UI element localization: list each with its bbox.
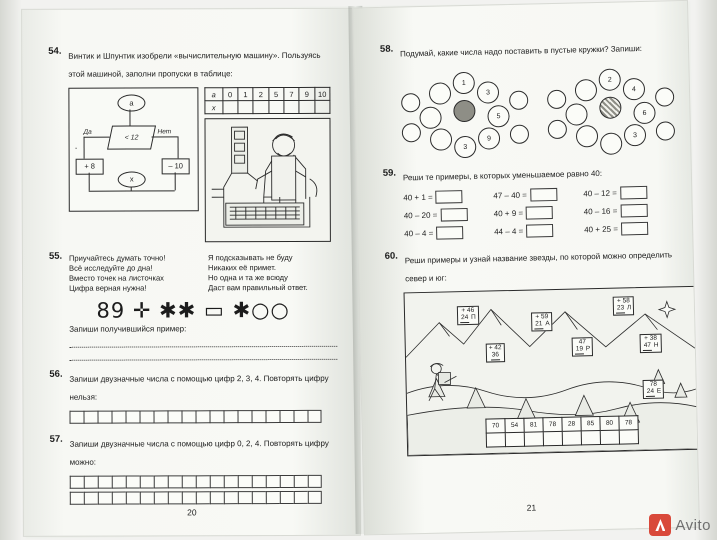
book-spread	[18, 1, 697, 538]
answer-bottom-2[interactable]	[524, 432, 543, 446]
flower-right-outer-1[interactable]	[547, 90, 566, 109]
left-page-number: 20	[187, 507, 197, 518]
starbox-5-sub: 47	[643, 341, 652, 349]
cell-a6: 10	[314, 87, 329, 100]
cell-x4[interactable]	[284, 100, 299, 113]
example-8	[584, 221, 674, 236]
cell[interactable]	[112, 476, 126, 489]
answer-cells-57-row2[interactable]	[70, 491, 338, 505]
starbox-2-letter: Л	[626, 304, 632, 312]
starbox-6-letter: Е	[656, 387, 662, 395]
starbox-0-letter: П	[471, 313, 476, 321]
right-page	[352, 0, 700, 535]
cell[interactable]	[98, 476, 112, 489]
starbox-6[interactable]	[643, 380, 665, 399]
task-55-left-column	[69, 253, 198, 293]
flowchart-output-oval: x	[118, 171, 146, 187]
cell[interactable]	[266, 475, 280, 488]
cell[interactable]	[293, 410, 307, 423]
task-60-answer-table	[485, 415, 639, 447]
cell-x3[interactable]	[268, 101, 283, 114]
example-2-text: 40 – 12 =	[583, 188, 618, 199]
flower-right-petal-5[interactable]	[576, 125, 598, 147]
cell[interactable]	[70, 476, 84, 489]
flower-right-petal-4[interactable]	[600, 132, 622, 154]
cell[interactable]	[153, 411, 167, 424]
example-1	[493, 187, 583, 202]
cell[interactable]	[112, 411, 126, 424]
cell[interactable]	[98, 411, 112, 424]
starbox-0-sub: 24	[461, 313, 469, 321]
cell[interactable]	[139, 411, 153, 424]
flower-right-center	[599, 96, 621, 118]
cell[interactable]	[279, 410, 293, 423]
flower-right-petal-2[interactable]: 6	[633, 102, 655, 124]
table-row	[205, 87, 330, 100]
answer-top-3: 78	[543, 417, 562, 431]
task-56-text: Запиши двузначные числа с помощью цифр 2, 3, 4. Повторять цифру нельзя:	[69, 374, 329, 403]
cell[interactable]	[308, 491, 322, 504]
cell[interactable]	[84, 492, 98, 505]
task-55	[49, 250, 337, 293]
flower-left-petal-5[interactable]	[430, 128, 452, 150]
starbox-5[interactable]	[640, 334, 662, 353]
task-58-text: Подумай, какие числа надо поставить в пустые кружки? Запиши:	[400, 43, 643, 59]
cell[interactable]	[181, 411, 195, 424]
starbox-1[interactable]	[531, 312, 553, 331]
task-55-right-column	[208, 253, 337, 293]
cell[interactable]	[280, 475, 294, 488]
cell[interactable]	[167, 411, 181, 424]
watermark-text: Avito	[675, 516, 711, 534]
flower-left-petal-1[interactable]: 3	[477, 81, 499, 103]
cell[interactable]	[294, 475, 308, 488]
example-0	[403, 189, 493, 204]
answer-bottom-4[interactable]	[562, 431, 581, 445]
flower-left-outer-4[interactable]	[510, 125, 529, 144]
example-7-text: 44 – 4 =	[494, 226, 524, 237]
flowchart-yes-label: Да	[83, 128, 92, 136]
example-3-answer[interactable]	[440, 208, 467, 222]
starbox-1-letter: А	[545, 319, 550, 328]
flower-right-petal-3[interactable]: 3	[624, 124, 646, 146]
flower-left-petal-4[interactable]: 3	[454, 136, 476, 158]
cell[interactable]	[182, 476, 196, 489]
example-2-answer[interactable]	[620, 186, 647, 200]
illustration-mountains-star	[404, 286, 700, 457]
cell[interactable]	[280, 491, 294, 504]
flower-left-center	[453, 100, 475, 122]
avito-logo-icon	[649, 514, 671, 536]
cell[interactable]	[112, 492, 126, 505]
starbox-6-sub: 24	[646, 387, 655, 395]
cell[interactable]	[294, 491, 308, 504]
flowchart-condition: < 12	[107, 125, 156, 149]
task-58	[380, 37, 670, 62]
task-57-text: Запиши двузначные числа с помощью цифр 0, 2, 4. Повторять цифру можно:	[69, 439, 329, 468]
example-5-answer[interactable]	[620, 204, 647, 218]
table-row	[486, 430, 638, 447]
cell[interactable]	[168, 476, 182, 489]
answer-cells-56[interactable]	[70, 410, 338, 424]
poem-left-2: Вместо точек на листочках	[69, 273, 164, 283]
example-0-text: 40 + 1 =	[403, 192, 433, 203]
starbox-6-expr: 78	[649, 380, 658, 388]
cell[interactable]	[196, 492, 210, 505]
task-56-number: 56.	[49, 369, 63, 381]
cell-a4: 7	[284, 87, 299, 100]
task-59-examples	[403, 185, 674, 240]
answer-top-4: 28	[562, 417, 581, 431]
task-55-number: 55.	[48, 250, 63, 262]
computing-machine-flowchart	[68, 87, 198, 211]
starbox-1-sub: 21	[535, 320, 543, 328]
flower-right-petal-7[interactable]	[575, 79, 597, 101]
answer-bottom-3[interactable]	[543, 431, 562, 445]
task-59-number: 59.	[382, 167, 397, 179]
starbox-2-sub: 23	[616, 304, 625, 312]
flower-left-petal-3[interactable]: 9	[478, 127, 500, 149]
cell-a3: 5	[268, 88, 283, 101]
flowchart-no-op: – 10	[162, 158, 190, 174]
example-4	[494, 205, 584, 220]
cell[interactable]	[168, 492, 182, 505]
flower-right-petal-0[interactable]: 2	[598, 68, 620, 90]
example-6-answer[interactable]	[436, 226, 463, 240]
task-59-text: Реши те примеры, в которых уменьшаемое равно 40:	[402, 168, 603, 183]
poem-right-4: Даст вам правильный ответ.	[208, 282, 308, 292]
cell[interactable]	[195, 411, 209, 424]
cell[interactable]	[307, 410, 321, 423]
example-6-text: 40 – 4 =	[404, 228, 434, 239]
cell[interactable]	[84, 411, 98, 424]
cell[interactable]	[237, 411, 251, 424]
example-3-text: 40 – 20 =	[403, 210, 438, 221]
cell-x0[interactable]	[222, 101, 237, 114]
starbox-3[interactable]	[486, 343, 505, 362]
starbox-5-expr: + 38	[643, 334, 657, 342]
inventors-drawing-icon	[205, 119, 329, 241]
task-58-number: 58.	[379, 43, 394, 55]
starbox-4[interactable]	[572, 337, 594, 356]
starbox-5-letter: Н	[653, 341, 659, 349]
cell[interactable]	[182, 492, 196, 505]
answer-top-0: 70	[486, 419, 505, 433]
cell[interactable]	[209, 411, 223, 424]
flower-left-outer-1[interactable]	[401, 93, 420, 112]
cell[interactable]	[84, 476, 98, 489]
cell[interactable]	[126, 476, 140, 489]
flower-left-petal-0[interactable]: 1	[453, 72, 475, 94]
cell[interactable]	[238, 476, 252, 489]
example-2	[583, 185, 673, 200]
task-56	[49, 368, 337, 405]
example-0-answer[interactable]	[436, 190, 463, 204]
cell-a1: 1	[238, 88, 253, 101]
cell[interactable]	[154, 476, 168, 489]
flower-right-petal-6[interactable]	[565, 103, 587, 125]
cell[interactable]	[265, 410, 279, 423]
answer-top-5: 85	[581, 417, 600, 431]
task-54-figures	[68, 87, 337, 243]
example-5-text: 40 – 16 =	[583, 206, 618, 217]
example-8-text: 40 + 25 =	[584, 224, 619, 235]
flower-left-petal-6[interactable]	[419, 107, 441, 129]
flower-right-petal-1[interactable]: 4	[623, 78, 645, 100]
answer-top-6: 80	[600, 416, 619, 430]
task-55-rebus: 89 ✛ ✱✱ ▭ ✱○○	[96, 298, 290, 324]
table-row	[205, 100, 330, 113]
starbox-4-sub: 19	[575, 345, 584, 353]
task-54-table	[204, 87, 330, 114]
cell[interactable]	[126, 492, 140, 505]
table-row-header-a: a	[205, 88, 223, 101]
starbox-0[interactable]	[457, 306, 479, 325]
answer-top-2: 81	[524, 418, 543, 432]
task-60-text: Реши примеры и узнай название звезды, по которой можно определить север и юг:	[404, 250, 673, 284]
cell[interactable]	[224, 476, 238, 489]
poem-left-1: Всё исследуйте до дна!	[68, 263, 153, 273]
example-4-answer[interactable]	[526, 206, 553, 220]
cell[interactable]	[223, 411, 237, 424]
starbox-1-expr: + 59	[535, 313, 549, 321]
right-page-number: 21	[526, 502, 537, 513]
starbox-2[interactable]	[613, 296, 635, 315]
starbox-0-expr: + 46	[461, 306, 475, 315]
flower-left-outer-2[interactable]	[402, 123, 421, 142]
flower-right	[546, 61, 672, 156]
cell[interactable]	[140, 476, 154, 489]
example-1-text: 47 – 40 =	[493, 190, 528, 201]
flower-right-outer-3[interactable]	[655, 87, 674, 106]
flower-right-outer-2[interactable]	[548, 120, 567, 139]
flower-left	[400, 65, 526, 160]
cell-a2: 2	[253, 88, 268, 101]
flower-left-petal-2[interactable]: 5	[487, 105, 509, 127]
cell[interactable]	[224, 492, 238, 505]
cell-x1[interactable]	[238, 101, 253, 114]
starbox-3-sub: 36	[491, 351, 500, 359]
flower-right-outer-4[interactable]	[656, 121, 675, 140]
answer-top-1: 54	[505, 418, 524, 432]
task-54-number: 54.	[48, 45, 62, 57]
cell[interactable]	[251, 411, 265, 424]
cell-x6[interactable]	[315, 100, 330, 113]
illustration-inventors	[204, 118, 330, 242]
flower-left-petal-7[interactable]	[429, 82, 451, 104]
task-55-prompt: Запиши получившийся пример:	[69, 324, 187, 335]
flowchart-input-oval: a	[117, 94, 145, 111]
cell[interactable]	[98, 492, 112, 505]
cell-x2[interactable]	[253, 101, 268, 114]
example-6	[404, 225, 494, 240]
flowchart-yes-op: + 8	[76, 159, 104, 175]
answer-line-55-1[interactable]	[69, 337, 337, 348]
starbox-3-expr: + 42	[488, 344, 502, 352]
poem-left-3: Цифра верная нужна!	[69, 283, 147, 293]
task-54	[48, 45, 336, 82]
poem-right-1: Я подсказывать не буду	[207, 252, 293, 263]
answer-cells-57-row1[interactable]	[70, 475, 338, 489]
watermark	[649, 514, 711, 536]
answer-line-55-2[interactable]	[69, 350, 337, 361]
cell[interactable]	[266, 491, 280, 504]
task-57	[50, 433, 338, 470]
flower-left-outer-3[interactable]	[509, 91, 528, 110]
table-row-header-x: x	[205, 101, 223, 114]
answer-bottom-6[interactable]	[600, 430, 619, 444]
example-1-answer[interactable]	[530, 188, 557, 202]
starbox-4-expr: 47	[578, 338, 587, 346]
example-7	[494, 223, 584, 238]
cell-x5[interactable]	[299, 100, 314, 113]
starbox-4-letter: Р	[585, 345, 591, 353]
answer-bottom-0[interactable]	[486, 433, 505, 447]
cell[interactable]	[252, 476, 266, 489]
cell[interactable]	[70, 411, 84, 424]
cell[interactable]	[70, 492, 84, 505]
task-60	[385, 244, 676, 287]
example-4-text: 40 + 9 =	[493, 208, 524, 219]
answer-bottom-1[interactable]	[505, 432, 524, 446]
poem-right-2: Никаких её примет.	[207, 262, 276, 273]
cell[interactable]	[210, 492, 224, 505]
cell-a5: 9	[299, 87, 314, 100]
task-55-title: Приучайтесь думать точно!	[68, 253, 166, 263]
cell[interactable]	[238, 492, 252, 505]
task-57-number: 57.	[49, 434, 63, 446]
example-7-answer[interactable]	[526, 224, 553, 238]
starbox-2-expr: + 58	[616, 297, 630, 305]
task-58-flowers	[400, 61, 672, 159]
example-3	[404, 207, 494, 222]
task-60-number: 60.	[384, 250, 399, 262]
cell[interactable]	[308, 475, 322, 488]
answer-top-7: 78	[619, 416, 638, 430]
cell-a0: 0	[222, 88, 237, 101]
example-5	[584, 203, 674, 218]
answer-bottom-7[interactable]	[619, 430, 638, 444]
cell[interactable]	[196, 476, 210, 489]
cell[interactable]	[210, 476, 224, 489]
flowchart-no-label: Нет	[157, 128, 172, 136]
example-8-answer[interactable]	[621, 222, 648, 236]
answer-bottom-5[interactable]	[581, 431, 600, 445]
task-59	[383, 161, 673, 186]
cell[interactable]	[252, 492, 266, 505]
cell[interactable]	[154, 492, 168, 505]
left-page	[21, 8, 361, 537]
task-54-text: Винтик и Шпунтик изобрели «вычислительную машину». Пользуясь этой машиной, заполни пропуски в таблице:	[68, 50, 321, 79]
cell[interactable]	[125, 411, 139, 424]
poem-right-3: Но одна и та же всюду	[208, 272, 288, 282]
cell[interactable]	[140, 492, 154, 505]
